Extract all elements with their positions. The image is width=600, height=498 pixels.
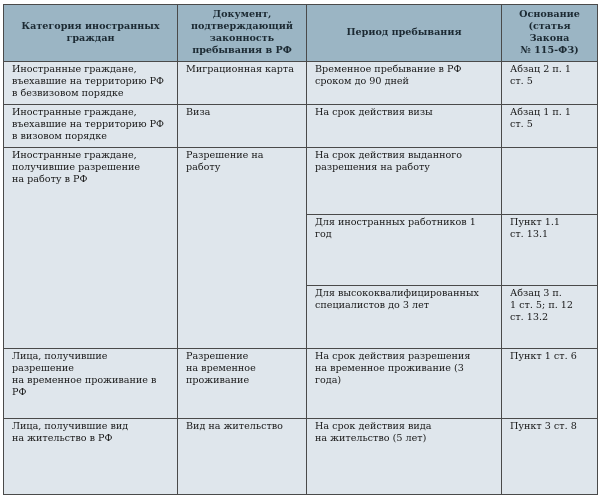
cell-basis: Пункт 3 ст. 8 <box>502 418 598 494</box>
cell-period: На срок действия вида на жительство (5 лет) <box>307 418 502 494</box>
cell-document: Разрешение на временное проживание <box>178 348 307 418</box>
cell-period: На срок действия визы <box>307 104 502 147</box>
cell-category: Иностранные граждане, въехавшие на территорию РФ в безвизовом порядке <box>4 62 178 105</box>
cell-period: На срок действия выданного разрешения на работу <box>307 147 502 214</box>
table-header-row <box>4 5 598 62</box>
foreign-citizens-stay-table <box>3 4 598 495</box>
cell-basis: Абзац 1 п. 1 ст. 5 <box>502 104 598 147</box>
cell-period: Для иностранных работников 1 год <box>307 214 502 285</box>
cell-document: Виза <box>178 104 307 147</box>
header-document: Документ, подтверждающий законность пребывания в РФ <box>178 5 307 62</box>
cell-basis: Пункт 1.1 ст. 13.1 <box>502 214 598 285</box>
cell-period: Временное пребывание в РФ сроком до 90 дней <box>307 62 502 105</box>
cell-basis: Абзац 2 п. 1 ст. 5 <box>502 62 598 105</box>
cell-period: Для высококвалифицированных специалистов до 3 лет <box>307 285 502 348</box>
cell-category: Иностранные граждане, получившие разрешение на работу в РФ <box>4 147 178 348</box>
table-row <box>4 62 598 105</box>
cell-category: Лица, получившие разрешение на временное проживание в РФ <box>4 348 178 418</box>
cell-category: Иностранные граждане, въехавшие на территорию РФ в визовом порядке <box>4 104 178 147</box>
table-row <box>4 104 598 147</box>
table-row <box>4 147 598 214</box>
cell-period: На срок действия разрешения на временное проживание (3 года) <box>307 348 502 418</box>
header-category: Категория иностранных граждан <box>4 5 178 62</box>
table-row <box>4 418 598 494</box>
cell-category: Лица, получившие вид на жительство в РФ <box>4 418 178 494</box>
table-row <box>4 348 598 418</box>
cell-document: Миграционная карта <box>178 62 307 105</box>
header-basis: Основание (статья Закона № 115-ФЗ) <box>502 5 598 62</box>
cell-document: Разрешение на работу <box>178 147 307 348</box>
header-period: Период пребывания <box>307 5 502 62</box>
cell-basis: Абзац 3 п. 1 ст. 5; п. 12 ст. 13.2 <box>502 285 598 348</box>
cell-basis <box>502 147 598 214</box>
cell-document: Вид на жительство <box>178 418 307 494</box>
cell-basis: Пункт 1 ст. 6 <box>502 348 598 418</box>
